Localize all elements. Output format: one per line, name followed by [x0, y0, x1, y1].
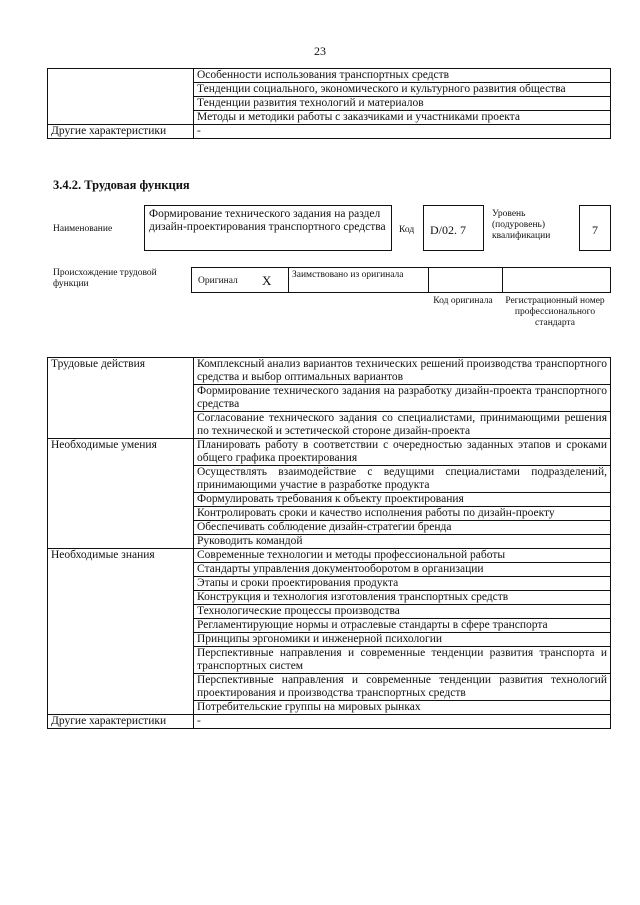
list-item: Перспективные направления и современные тенденции развития технологий проектирования и производства транспортных средств	[194, 674, 611, 701]
list-item: Согласование технического задания со специалистами, принимающими решения по технической и эстетической стороне дизайн-проекта	[194, 412, 611, 439]
code-value-box	[423, 205, 484, 251]
group-label: Необходимые умения	[48, 439, 194, 549]
list-item: Обеспечивать соблюдение дизайн-стратегии бренда	[194, 521, 611, 535]
origin-label: Происхождение трудовой функции	[53, 268, 157, 289]
list-item: Тенденции социального, экономического и культурного развития общества	[194, 83, 611, 97]
group-label-cell	[48, 69, 194, 125]
list-item: Особенности использования транспортных средств	[194, 69, 611, 83]
list-item: Стандарты управления документооборотом в организации	[194, 563, 611, 577]
list-item: Конструкция и технология изготовления транспортных средств	[194, 591, 611, 605]
list-item: Осуществлять взаимодействие с ведущими специалистами подразделений, принимающими участие в разработке продукта	[194, 466, 611, 493]
table-row	[48, 549, 611, 563]
section-title: 3.4.2. Трудовая функция	[53, 178, 190, 192]
origin-divider	[502, 268, 503, 292]
origin-divider	[428, 268, 429, 292]
list-item: Планировать работу в соответствии с очередностью заданных этапов и сроками общего графика проектирования	[194, 439, 611, 466]
table-row	[48, 125, 611, 139]
table-row	[48, 439, 611, 466]
group-label: Необходимые знания	[48, 549, 194, 715]
name-value: Формирование технического задания на раздел дизайн-проектирования транспортного средства	[149, 208, 386, 233]
top-table	[47, 68, 611, 139]
list-item: Регламентирующие нормы и отраслевые стандарты в сфере транспорта	[194, 619, 611, 633]
level-value: 7	[592, 223, 598, 237]
list-item: Перспективные направления и современные тенденции развития транспорта и транспортных систем	[194, 647, 611, 674]
level-value-box	[579, 205, 611, 251]
origin-divider	[288, 268, 289, 292]
page-number: 23	[314, 44, 326, 58]
list-item: Технологические процессы производства	[194, 605, 611, 619]
table-row	[48, 715, 611, 729]
code-label: Код	[399, 225, 415, 235]
main-table	[47, 357, 611, 729]
original-label: Оригинал	[198, 276, 238, 286]
registration-caption: Регистрационный номер профессионального стандарта	[505, 296, 605, 328]
list-item: Потребительские группы на мировых рынках	[194, 701, 611, 715]
level-label: Уровень (подуровень) квалификации	[492, 209, 551, 241]
list-item: Формулировать требования к объекту проектирования	[194, 493, 611, 507]
name-label: Наименование	[53, 224, 113, 234]
table-row	[48, 358, 611, 385]
other-characteristics-label: Другие характеристики	[48, 715, 194, 729]
code-original-caption: Код оригинала	[433, 296, 493, 306]
list-item: Формирование технического задания на разработку дизайн-проекта транспортного средства	[194, 385, 611, 412]
other-characteristics-value: -	[194, 715, 611, 729]
borrowed-label: Заимствовано из оригинала	[292, 270, 404, 280]
list-item: Принципы эргономики и инженерной психологии	[194, 633, 611, 647]
list-item: Комплексный анализ вариантов технических решений производства транспортного средства и выбор оптимальных вариантов	[194, 358, 611, 385]
other-characteristics-value: -	[194, 125, 611, 139]
code-value: D/02. 7	[430, 223, 466, 237]
list-item: Контролировать сроки и качество исполнения работы по дизайн-проекту	[194, 507, 611, 521]
group-label: Трудовые действия	[48, 358, 194, 439]
list-item: Этапы и сроки проектирования продукта	[194, 577, 611, 591]
table-row	[48, 69, 611, 83]
list-item: Современные технологии и методы профессиональной работы	[194, 549, 611, 563]
list-item: Методы и методики работы с заказчиками и участниками проекта	[194, 111, 611, 125]
name-value-box	[144, 205, 392, 251]
list-item: Тенденции развития технологий и материалов	[194, 97, 611, 111]
origin-box	[191, 267, 611, 293]
other-characteristics-label: Другие характеристики	[48, 125, 194, 139]
list-item: Руководить командой	[194, 535, 611, 549]
original-mark: X	[262, 273, 272, 288]
